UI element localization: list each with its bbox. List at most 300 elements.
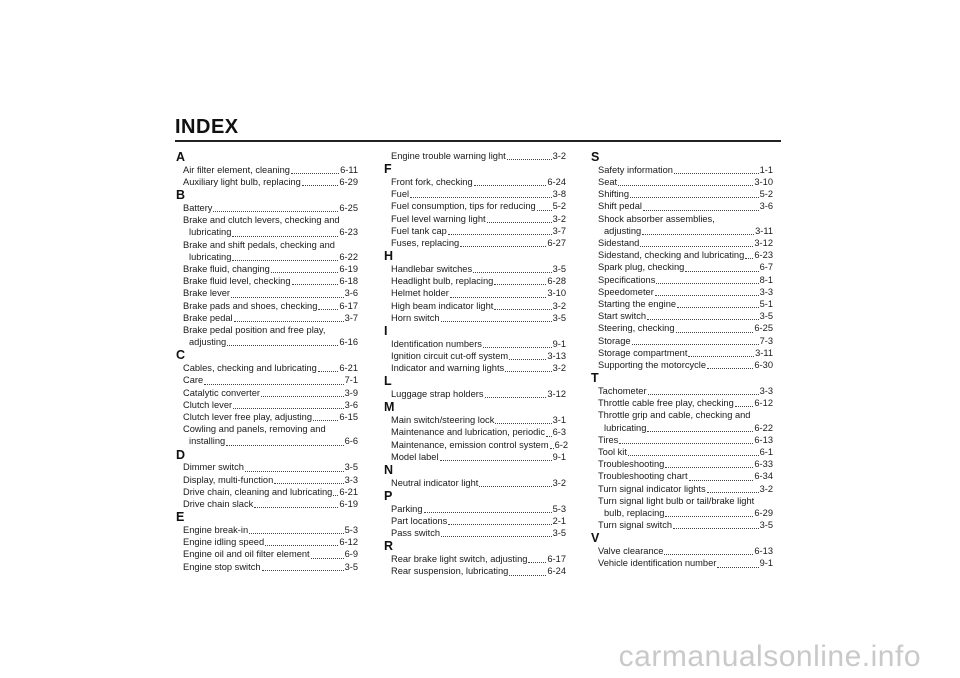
index-entry (176, 362, 358, 374)
index-entry-text: Engine trouble warning light (391, 151, 506, 161)
dot-leader (689, 480, 754, 481)
index-entry (384, 553, 566, 565)
index-page-number: 6-17 (547, 554, 566, 565)
index-entry-line: Turn signal light bulb or tail/brake light (598, 495, 755, 506)
index-entry-text: Shift pedal (598, 201, 642, 212)
index-entry (384, 350, 566, 362)
index-page-number: 3-7 (344, 312, 358, 323)
dot-leader (424, 512, 552, 513)
index-entry-line: Shock absorber assemblies, (598, 213, 715, 224)
index-letter-heading: S (591, 150, 600, 164)
index-entry-line: Brake pedal position and free play, (183, 325, 326, 336)
index-entry (384, 477, 566, 489)
index-page-number: 6-6 (344, 436, 358, 447)
index-page-number: 9-1 (552, 338, 566, 349)
index-entry-text: Troubleshooting (598, 459, 665, 470)
index-entry (176, 202, 358, 214)
dot-leader (487, 222, 552, 223)
dot-leader (302, 185, 339, 186)
index-entry (591, 397, 773, 409)
index-page-number: 3-3 (759, 286, 773, 297)
index-page-number: 3-7 (552, 225, 566, 236)
index-letter-heading: F (384, 162, 392, 177)
index-entry-text: Catalytic converter (183, 387, 260, 398)
index-page-number: 3-5 (344, 561, 358, 572)
dot-leader (231, 297, 344, 298)
index-entry-text: Part locations (391, 516, 448, 527)
index-entry-text: Front fork, checking (391, 177, 473, 187)
index-page-number: 6-19 (339, 499, 358, 510)
index-page-number: 6-18 (339, 276, 358, 287)
index-page-number: 3-13 (547, 351, 566, 362)
dot-leader (674, 173, 759, 174)
index-page-number: 3-2 (552, 477, 566, 488)
index-entry (384, 312, 566, 324)
dot-leader (494, 309, 551, 310)
index-entry-text: Sidestand, checking and lubricating (598, 250, 745, 261)
index-entry (176, 536, 358, 548)
index-entry (384, 225, 566, 237)
index-page-number: 6-21 (339, 363, 358, 374)
index-page-number: 6-13 (754, 434, 773, 445)
index-page-number: 3-5 (552, 312, 566, 323)
index-page-number: 6-1 (759, 447, 773, 458)
dot-leader (311, 558, 344, 559)
index-entry-text: Engine oil and oil filter element (183, 549, 310, 560)
index-entry-text: Brake pads and shoes, checking (183, 300, 318, 311)
dot-leader (495, 423, 551, 424)
index-entry-text: Air filter element, cleaning (183, 164, 290, 175)
index-page-number: 3-6 (344, 288, 358, 299)
index-entry (384, 426, 566, 438)
dot-leader (509, 359, 546, 360)
index-entry-text: Battery (183, 203, 213, 213)
index-entry-text: Storage (598, 335, 631, 346)
index-page-number: 3-5 (344, 462, 358, 473)
index-page-number: 6-22 (339, 251, 358, 262)
dot-leader (550, 448, 554, 449)
title-rule (175, 140, 781, 142)
dot-leader (234, 321, 344, 322)
index-entry (176, 435, 358, 447)
index-entry (384, 150, 566, 162)
index-entry (591, 507, 773, 519)
index-page-number: 6-29 (754, 508, 773, 519)
index-entry (384, 300, 566, 312)
dot-leader (640, 246, 753, 247)
index-entry (591, 176, 773, 188)
index-page-number: 2-1 (552, 516, 566, 527)
index-entry (176, 300, 358, 312)
index-entry-text: bulb, replacing (604, 508, 665, 519)
index-entry-text: Cables, checking and lubricating (183, 363, 317, 374)
index-entry (384, 188, 566, 200)
index-page-number: 3-11 (755, 225, 773, 236)
index-entry-text: Care (183, 375, 204, 386)
index-entry-text: Luggage strap holders (391, 389, 484, 400)
index-entry-text: Tachometer (598, 386, 647, 397)
index-entry-text: Engine stop switch (183, 561, 261, 572)
dot-leader (685, 271, 758, 272)
index-entry-text: Clutch lever (183, 399, 233, 410)
index-column-3 (591, 150, 773, 570)
index-letter-heading: E (176, 510, 185, 525)
index-page-number: 6-23 (754, 250, 773, 261)
index-entry-text: Fuel tank cap (391, 225, 447, 236)
index-page-number: 1-1 (759, 164, 773, 175)
index-page-number: 6-34 (754, 471, 773, 482)
index-letter-heading: T (591, 371, 599, 386)
index-entry (591, 322, 773, 334)
index-page-number: 6-12 (339, 537, 358, 548)
index-entry (384, 176, 566, 188)
dot-leader (647, 319, 759, 320)
index-entry-text: Shifting (598, 189, 630, 200)
dot-leader (735, 406, 754, 407)
index-page-number: 5-3 (344, 525, 358, 536)
dot-leader (313, 420, 338, 421)
index-page-number: 6-24 (547, 177, 566, 187)
index-entry-text: installing (189, 436, 226, 447)
index-page-number: 6-11 (340, 164, 358, 175)
watermark (0, 640, 960, 674)
dot-leader (213, 211, 338, 212)
dot-leader (473, 272, 551, 273)
dot-leader (546, 436, 552, 437)
dot-leader (448, 234, 552, 235)
dot-leader (318, 371, 339, 372)
index-entry-text: Helmet holder (391, 288, 449, 299)
index-entry (384, 565, 566, 577)
index-page-number: 6-16 (339, 337, 358, 348)
dot-leader (226, 445, 343, 446)
index-letter-heading: V (591, 531, 600, 546)
index-entry-text: Ignition circuit cut-off system (391, 351, 509, 362)
index-page-number: 3-5 (759, 520, 773, 531)
dot-leader (485, 397, 547, 398)
index-entry-text: Model label (391, 451, 439, 462)
index-entry (591, 446, 773, 458)
index-entry-text: Drive chain, cleaning and lubricating (183, 486, 333, 497)
index-entry (591, 237, 773, 249)
index-entry-text: Throttle cable free play, checking (598, 398, 734, 409)
index-letter-heading: R (384, 539, 394, 554)
dot-leader (254, 507, 338, 508)
index-entry-text: Drive chain slack (183, 499, 254, 510)
index-page-number: 5-2 (552, 201, 566, 212)
index-entry (384, 515, 566, 527)
dot-leader (204, 384, 343, 385)
index-entry-text: Brake lever (183, 288, 231, 299)
index-page-number: 6-22 (754, 422, 773, 433)
index-entry-text: Neutral indicator light (391, 477, 479, 488)
index-entry (591, 458, 773, 470)
index-page-number: 7-3 (759, 335, 773, 346)
index-entry (591, 557, 773, 569)
index-page-number: 3-5 (552, 528, 566, 539)
index-column-1 (176, 150, 358, 573)
index-entry-text: Engine break-in (183, 525, 249, 536)
index-page-number: 6-7 (759, 262, 773, 273)
index-entry-line: Throttle grip and cable, checking and (598, 410, 751, 421)
index-page-number: 5-2 (759, 189, 773, 200)
index-entry (591, 359, 773, 371)
index-entry-text: Identification numbers (391, 338, 482, 349)
dot-leader (648, 394, 759, 395)
dot-leader (274, 483, 343, 484)
index-entry (176, 312, 358, 324)
index-entry-text: Valve clearance (598, 546, 664, 557)
index-entry (176, 387, 358, 399)
index-entry-line: Brake and shift pedals, checking and (183, 239, 335, 250)
index-entry-text: Brake fluid, changing (183, 264, 270, 275)
dot-leader (494, 284, 546, 285)
index-entry (591, 434, 773, 446)
dot-leader (707, 492, 759, 493)
index-entry (591, 335, 773, 347)
index-entry (591, 200, 773, 212)
index-entry-text: Main switch/steering lock (391, 415, 495, 426)
index-page-number: 3-12 (547, 389, 566, 400)
index-entry (591, 422, 773, 434)
index-entry (591, 286, 773, 298)
dot-leader (232, 260, 338, 261)
index-page-number: 6-24 (547, 566, 566, 577)
index-entry-text: Troubleshooting chart (598, 471, 688, 482)
index-entry (384, 362, 566, 374)
index-entry-text: Safety information (598, 164, 673, 175)
dot-leader (333, 495, 338, 496)
index-entry (176, 176, 358, 188)
index-entry-line: Cowling and panels, removing and (183, 424, 326, 435)
index-letter-heading: P (384, 489, 393, 504)
index-entry-text: Parking (391, 503, 423, 514)
index-entry (591, 310, 773, 322)
dot-leader (440, 460, 552, 461)
index-entry (384, 503, 566, 515)
index-entry (176, 287, 358, 299)
index-page-number: 3-10 (754, 177, 773, 187)
index-letter-heading: C (176, 348, 186, 363)
dot-leader (528, 562, 546, 563)
index-page-number: 6-28 (547, 276, 566, 287)
index-page-number: 3-2 (759, 483, 773, 494)
index-page-number: 3-3 (344, 474, 358, 485)
index-entry (176, 251, 358, 263)
index-entry-text: Rear brake light switch, adjusting (391, 554, 528, 565)
index-page-number: 3-2 (552, 363, 566, 374)
index-entry (176, 498, 358, 510)
index-entry-text: Supporting the motorcycle (598, 360, 707, 371)
dot-leader (632, 344, 759, 345)
index-entry (176, 486, 358, 498)
dot-leader (647, 431, 753, 432)
index-page-number: 6-12 (754, 398, 773, 409)
page-title: INDEX (175, 116, 239, 138)
dot-leader (507, 159, 552, 160)
index-entry-text: High beam indicator light (391, 300, 494, 311)
index-page-number: 6-9 (344, 549, 358, 560)
index-entry-text: Engine idling speed (183, 537, 265, 548)
index-entry-text: Auxiliary light bulb, replacing (183, 177, 301, 187)
index-page-number: 6-21 (339, 486, 358, 497)
index-entry (591, 225, 773, 237)
dot-leader (450, 297, 547, 298)
index-page-number: 3-2 (552, 300, 566, 311)
dot-leader (245, 471, 344, 472)
index-entry-text: Storage compartment (598, 347, 688, 358)
index-page-number: 7-1 (344, 375, 358, 386)
dot-leader (271, 272, 339, 273)
index-page-number: 6-27 (547, 238, 566, 249)
dot-leader (619, 443, 753, 444)
index-entry-text: Vehicle identification number (598, 558, 717, 569)
index-entry-text: Brake fluid level, checking (183, 276, 291, 287)
index-page-number: 3-9 (344, 387, 358, 398)
index-entry (591, 385, 773, 397)
index-entry (176, 374, 358, 386)
index-page-number: 3-6 (344, 399, 358, 410)
index-letter-heading: A (176, 150, 186, 164)
index-entry-text: lubricating (604, 422, 647, 433)
index-entry-text: adjusting (189, 337, 227, 348)
index-entry (591, 470, 773, 482)
index-entry (384, 439, 569, 451)
index-entry-text: Seat (598, 177, 618, 187)
index-page-number: 6-3 (552, 427, 566, 438)
index-entry (176, 336, 358, 348)
index-entry-text: Sidestand (598, 238, 640, 249)
index-entry (176, 164, 358, 176)
index-column-2 (384, 150, 569, 578)
index-page-number: 6-17 (339, 300, 358, 311)
index-entry-text: Dimmer switch (183, 462, 244, 473)
dot-leader (745, 258, 753, 259)
index-entry (176, 561, 358, 573)
dot-leader (474, 185, 547, 186)
dot-leader (509, 575, 546, 576)
index-page-number: 3-5 (759, 311, 773, 322)
index-page-number: 9-1 (759, 558, 773, 569)
dot-leader (232, 236, 338, 237)
index-page-number: 6-2 (554, 439, 569, 450)
index-letter-heading: M (384, 400, 395, 415)
index-letter-heading: L (384, 374, 392, 389)
index-page-number: 6-25 (339, 203, 358, 213)
index-entry-text: Headlight bulb, replacing (391, 276, 494, 287)
index-entry (176, 275, 358, 287)
index-entry (384, 287, 566, 299)
index-page-number: 3-2 (552, 213, 566, 224)
index-entry (176, 226, 358, 238)
index-entry (384, 388, 566, 400)
dot-leader (460, 246, 546, 247)
index-entry-text: Tires (598, 434, 619, 445)
dot-leader (505, 371, 551, 372)
index-entry-text: Starting the engine (598, 299, 677, 310)
index-entry (176, 524, 358, 536)
index-entry-text: lubricating (189, 227, 232, 238)
dot-leader (664, 554, 753, 555)
index-entry-text: Spark plug, checking (598, 262, 685, 273)
index-page-number: 3-2 (552, 151, 566, 161)
index-entry-text: lubricating (189, 251, 232, 262)
index-entry-text: Horn switch (391, 312, 440, 323)
index-entry (591, 188, 773, 200)
index-page-number: 6-19 (339, 264, 358, 275)
index-entry-text: adjusting (604, 225, 642, 236)
index-entry-text: Specifications (598, 274, 656, 285)
index-entry-text: Rear suspension, lubricating (391, 566, 509, 577)
index-letter-heading: H (384, 249, 394, 264)
index-page-number: 6-15 (339, 412, 358, 423)
dot-leader (448, 524, 551, 525)
index-page-number: 5-1 (759, 299, 773, 310)
dot-leader (618, 185, 753, 186)
index-entry-text: Indicator and warning lights (391, 363, 505, 374)
dot-leader (676, 332, 754, 333)
dot-leader (291, 173, 339, 174)
index-entry (591, 519, 773, 531)
index-entry-text: Steering, checking (598, 323, 675, 334)
index-entry (591, 261, 773, 273)
index-entry (591, 164, 773, 176)
dot-leader (318, 309, 338, 310)
index-entry-text: Start switch (598, 311, 647, 322)
dot-leader (261, 396, 344, 397)
index-entry-text: Fuel (391, 189, 410, 200)
index-letter-heading: B (176, 188, 186, 203)
dot-leader (441, 536, 551, 537)
dot-leader (656, 283, 758, 284)
dot-leader (673, 528, 759, 529)
index-entry-line: Brake and clutch levers, checking and (183, 215, 340, 226)
index-page-number: 6-30 (754, 360, 773, 371)
watermark-text: carmanualsonline.info (618, 640, 921, 673)
dot-leader (410, 197, 551, 198)
index-entry (384, 237, 566, 249)
dot-leader (628, 455, 759, 456)
index-entry-text: Handlebar switches (391, 264, 473, 275)
index-entry (176, 548, 358, 560)
dot-leader (292, 284, 339, 285)
index-page-number: 3-5 (552, 264, 566, 275)
index-entry (591, 347, 773, 359)
dot-leader (665, 516, 753, 517)
dot-leader (537, 210, 552, 211)
index-letter-heading: N (384, 463, 394, 478)
dot-leader (643, 210, 759, 211)
dot-leader (249, 533, 343, 534)
index-entry (591, 483, 773, 495)
index-entry (176, 399, 358, 411)
index-page-number: 9-1 (552, 451, 566, 462)
dot-leader (677, 307, 759, 308)
dot-leader (665, 467, 753, 468)
dot-leader (262, 570, 344, 571)
index-entry (591, 249, 773, 261)
dot-leader (642, 234, 754, 235)
index-page-number: 3-11 (755, 347, 773, 358)
index-entry (591, 274, 773, 286)
index-page-number: 6-25 (754, 323, 773, 334)
index-entry (384, 414, 566, 426)
index-entry-text: Turn signal indicator lights (598, 483, 706, 494)
index-entry (384, 451, 566, 463)
index-entry-text: Tool kit (598, 447, 627, 458)
index-entry (384, 527, 566, 539)
index-page-number: 6-23 (339, 227, 358, 238)
